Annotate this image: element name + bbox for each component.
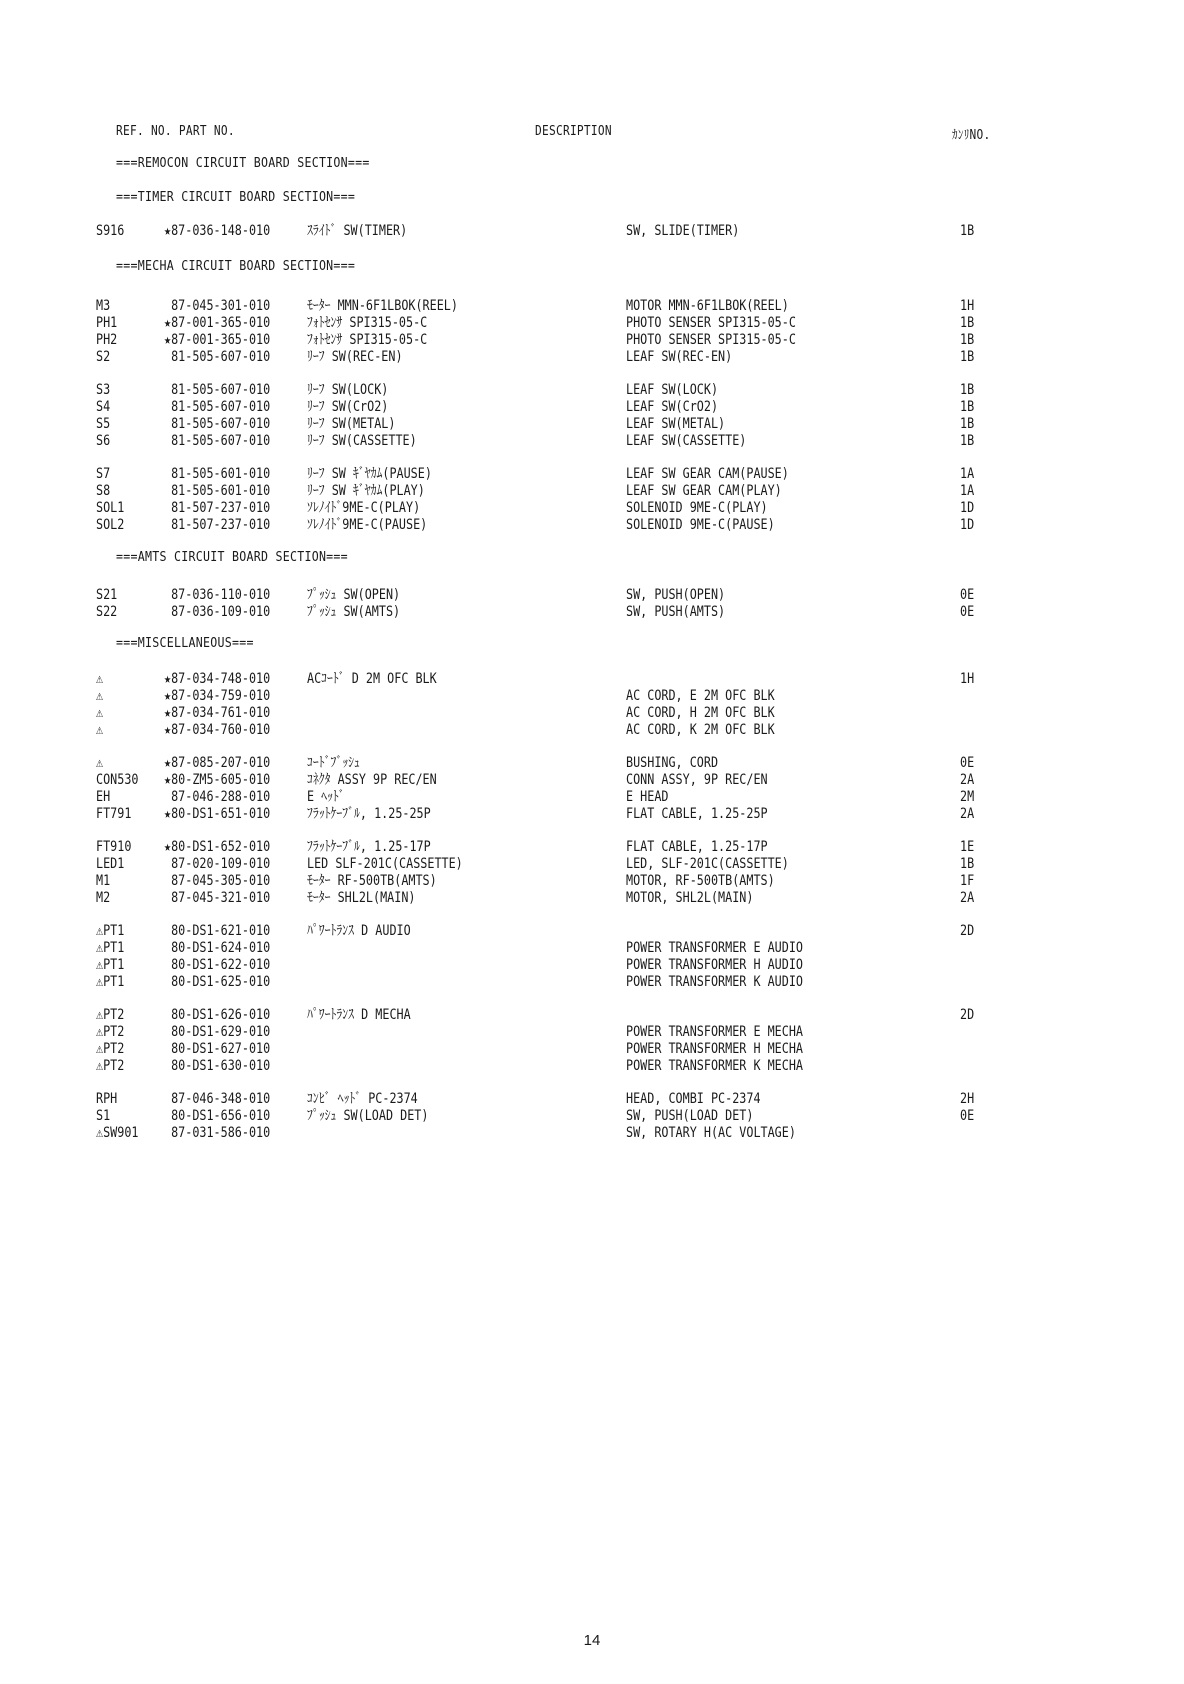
part-no: ★87-001-365-010	[164, 315, 271, 331]
table-row	[0, 974, 1184, 991]
location-code: 1D	[960, 500, 975, 516]
description: POWER TRANSFORMER H AUDIO	[626, 957, 804, 973]
section-title: ===MISCELLANEOUS===	[116, 635, 254, 651]
japanese-name: ﾌﾗｯﾄｹｰﾌﾞﾙ, 1.25-17P	[307, 839, 431, 855]
japanese-name: ﾓｰﾀｰ MMN-6F1LBOK(REEL)	[307, 298, 458, 314]
ref-no: M3	[96, 298, 111, 314]
description: MOTOR, SHL2L(MAIN)	[626, 890, 754, 906]
location-code: 0E	[960, 755, 975, 771]
part-no: 81-505-607-010	[164, 433, 271, 449]
table-row	[0, 722, 1184, 739]
japanese-name: ﾘｰﾌ SW ｷﾞﾔｶﾑ(PLAY)	[307, 483, 425, 499]
japanese-name: ACｺｰﾄﾞ D 2M OFC BLK	[307, 671, 437, 687]
ref-no: ⚠	[96, 755, 104, 771]
description: PHOTO SENSER SPI315-05-C	[626, 332, 796, 348]
description: FLAT CABLE, 1.25-17P	[626, 839, 768, 855]
part-no: ★87-085-207-010	[164, 755, 271, 771]
table-row	[0, 466, 1184, 483]
section-title: ===REMOCON CIRCUIT BOARD SECTION===	[116, 155, 370, 171]
table-row	[0, 483, 1184, 500]
ref-no: FT910	[96, 839, 132, 855]
part-no: 80-DS1-622-010	[164, 957, 271, 973]
description: LEAF SW(CASSETTE)	[626, 433, 747, 449]
table-row	[0, 705, 1184, 722]
part-no: 81-507-237-010	[164, 500, 271, 516]
part-no: ★87-001-365-010	[164, 332, 271, 348]
table-row	[0, 789, 1184, 806]
part-no: ★87-036-148-010	[164, 223, 271, 239]
description: AC CORD, K 2M OFC BLK	[626, 722, 775, 738]
part-no: 81-507-237-010	[164, 517, 271, 533]
japanese-name: ﾘｰﾌ SW(LOCK)	[307, 382, 389, 398]
part-no: 80-DS1-626-010	[164, 1007, 271, 1023]
table-row	[0, 890, 1184, 907]
japanese-name: ﾘｰﾌ SW ｷﾞﾔｶﾑ(PAUSE)	[307, 466, 432, 482]
column-header-ref-part: REF. NO. PART NO.	[116, 124, 235, 139]
location-code: 1B	[960, 416, 975, 432]
table-row	[0, 806, 1184, 823]
table-row	[0, 957, 1184, 974]
section-title: ===AMTS CIRCUIT BOARD SECTION===	[116, 549, 348, 565]
description: SW, PUSH(OPEN)	[626, 587, 726, 603]
ref-no: S7	[96, 466, 111, 482]
ref-no: RPH	[96, 1091, 118, 1107]
table-row	[0, 856, 1184, 873]
table-row	[0, 1108, 1184, 1125]
table-row	[0, 1125, 1184, 1142]
japanese-name: ｺﾈｸﾀ ASSY 9P REC/EN	[307, 772, 437, 788]
location-code: 1B	[960, 399, 975, 415]
japanese-name: ﾊﾟﾜｰﾄﾗﾝｽ D MECHA	[307, 1007, 411, 1023]
description: LED, SLF-201C(CASSETTE)	[626, 856, 789, 872]
part-no: 87-036-109-010	[164, 604, 271, 620]
description: MOTOR MMN-6F1LBOK(REEL)	[626, 298, 789, 314]
description: E HEAD	[626, 789, 669, 805]
section-title: ===MECHA CIRCUIT BOARD SECTION===	[116, 258, 356, 274]
ref-no: ⚠PT1	[96, 974, 125, 990]
japanese-name: ﾘｰﾌ SW(CrO2)	[307, 399, 389, 415]
table-row	[0, 688, 1184, 705]
description: SOLENOID 9ME-C(PLAY)	[626, 500, 768, 516]
location-code: 2H	[960, 1091, 975, 1107]
ref-no: S21	[96, 587, 118, 603]
part-no: 87-020-109-010	[164, 856, 271, 872]
ref-no: ⚠PT1	[96, 940, 125, 956]
ref-no: ⚠PT1	[96, 957, 125, 973]
description: PHOTO SENSER SPI315-05-C	[626, 315, 796, 331]
column-header-description: DESCRIPTION	[535, 124, 612, 139]
ref-no: PH1	[96, 315, 118, 331]
location-code: 1A	[960, 483, 975, 499]
table-row	[0, 382, 1184, 399]
location-code: 1B	[960, 332, 975, 348]
ref-no: FT791	[96, 806, 132, 822]
ref-no: ⚠SW901	[96, 1125, 139, 1141]
ref-no: ⚠	[96, 705, 104, 721]
part-no: 87-045-301-010	[164, 298, 271, 314]
table-row	[0, 940, 1184, 957]
japanese-name: ﾌｫﾄｾﾝｻ SPI315-05-C	[307, 332, 428, 348]
part-no: 80-DS1-625-010	[164, 974, 271, 990]
table-row	[0, 315, 1184, 332]
description: POWER TRANSFORMER H MECHA	[626, 1041, 804, 1057]
location-code: 1B	[960, 433, 975, 449]
location-code: 1E	[960, 839, 975, 855]
japanese-name: ｿﾚﾉｲﾄﾞ9ME-C(PAUSE)	[307, 517, 428, 533]
location-code: 1D	[960, 517, 975, 533]
japanese-name: ｺｰﾄﾞﾌﾞｯｼｭ	[307, 755, 360, 771]
japanese-name: ﾘｰﾌ SW(REC-EN)	[307, 349, 403, 365]
ref-no: ⚠	[96, 688, 104, 704]
description: POWER TRANSFORMER E AUDIO	[626, 940, 804, 956]
ref-no: ⚠PT2	[96, 1058, 125, 1074]
ref-no: SOL2	[96, 517, 125, 533]
location-code: 1B	[960, 382, 975, 398]
description: MOTOR, RF-500TB(AMTS)	[626, 873, 775, 889]
location-code: 1B	[960, 315, 975, 331]
japanese-name: ﾓｰﾀｰ SHL2L(MAIN)	[307, 890, 416, 906]
ref-no: S3	[96, 382, 111, 398]
japanese-name: ﾊﾟﾜｰﾄﾗﾝｽ D AUDIO	[307, 923, 411, 939]
table-row	[0, 349, 1184, 366]
part-no: ★80-ZM5-605-010	[164, 772, 271, 788]
description: FLAT CABLE, 1.25-25P	[626, 806, 768, 822]
part-no: 87-045-305-010	[164, 873, 271, 889]
description: SW, PUSH(LOAD DET)	[626, 1108, 754, 1124]
part-no: 81-505-607-010	[164, 399, 271, 415]
column-header-location: ｶﾝﾘNO.	[952, 128, 991, 143]
ref-no: S6	[96, 433, 111, 449]
location-code: 1H	[960, 298, 975, 314]
table-row	[0, 772, 1184, 789]
japanese-name: ﾘｰﾌ SW(CASSETTE)	[307, 433, 417, 449]
description: CONN ASSY, 9P REC/EN	[626, 772, 768, 788]
table-row	[0, 923, 1184, 940]
japanese-name: LED SLF-201C(CASSETTE)	[307, 856, 463, 872]
japanese-name: ﾌﾟｯｼｭ SW(AMTS)	[307, 604, 401, 620]
ref-no: M1	[96, 873, 111, 889]
ref-no: ⚠PT2	[96, 1024, 125, 1040]
table-row	[0, 1041, 1184, 1058]
part-no: ★87-034-760-010	[164, 722, 271, 738]
table-row	[0, 755, 1184, 772]
part-no: 81-505-601-010	[164, 466, 271, 482]
location-code: 1B	[960, 349, 975, 365]
japanese-name: ｺﾝﾋﾞ ﾍｯﾄﾞ PC-2374	[307, 1091, 418, 1107]
part-no: 80-DS1-624-010	[164, 940, 271, 956]
part-no: ★87-034-759-010	[164, 688, 271, 704]
part-no: 81-505-607-010	[164, 382, 271, 398]
table-row	[0, 399, 1184, 416]
location-code: 1B	[960, 856, 975, 872]
part-no: 81-505-607-010	[164, 416, 271, 432]
description: POWER TRANSFORMER E MECHA	[626, 1024, 804, 1040]
japanese-name: ﾌｫﾄｾﾝｻ SPI315-05-C	[307, 315, 428, 331]
table-row	[0, 1007, 1184, 1024]
description: SW, PUSH(AMTS)	[626, 604, 726, 620]
location-code: 2D	[960, 923, 975, 939]
part-no: 87-031-586-010	[164, 1125, 271, 1141]
ref-no: S2	[96, 349, 111, 365]
table-row	[0, 873, 1184, 890]
location-code: 2M	[960, 789, 975, 805]
page-number: 14	[583, 1632, 601, 1649]
ref-no: S5	[96, 416, 111, 432]
table-row	[0, 1058, 1184, 1075]
description: LEAF SW(LOCK)	[626, 382, 719, 398]
ref-no: SOL1	[96, 500, 125, 516]
description: POWER TRANSFORMER K MECHA	[626, 1058, 804, 1074]
part-no: 80-DS1-629-010	[164, 1024, 271, 1040]
part-no: ★87-034-761-010	[164, 705, 271, 721]
location-code: 0E	[960, 587, 975, 603]
part-no: 81-505-601-010	[164, 483, 271, 499]
ref-no: ⚠	[96, 722, 104, 738]
location-code: 1A	[960, 466, 975, 482]
part-no: 80-DS1-627-010	[164, 1041, 271, 1057]
table-row	[0, 223, 1184, 240]
description: AC CORD, E 2M OFC BLK	[626, 688, 775, 704]
section-title: ===TIMER CIRCUIT BOARD SECTION===	[116, 189, 356, 205]
japanese-name: ﾌﾗｯﾄｹｰﾌﾞﾙ, 1.25-25P	[307, 806, 431, 822]
part-no: ★80-DS1-652-010	[164, 839, 271, 855]
location-code: 2A	[960, 772, 975, 788]
japanese-name: ｽﾗｲﾄﾞ SW(TIMER)	[307, 223, 408, 239]
ref-no: S1	[96, 1108, 111, 1124]
location-code: 1F	[960, 873, 975, 889]
table-row	[0, 587, 1184, 604]
ref-no: LED1	[96, 856, 125, 872]
table-row	[0, 298, 1184, 315]
japanese-name: ﾘｰﾌ SW(METAL)	[307, 416, 396, 432]
table-row	[0, 1091, 1184, 1108]
table-row	[0, 433, 1184, 450]
description: LEAF SW(METAL)	[626, 416, 726, 432]
ref-no: ⚠PT2	[96, 1007, 125, 1023]
part-no: 87-045-321-010	[164, 890, 271, 906]
description: LEAF SW(REC-EN)	[626, 349, 733, 365]
description: LEAF SW GEAR CAM(PLAY)	[626, 483, 782, 499]
part-no: 80-DS1-656-010	[164, 1108, 271, 1124]
part-no: 87-046-288-010	[164, 789, 271, 805]
location-code: 1B	[960, 223, 975, 239]
ref-no: EH	[96, 789, 111, 805]
description: SOLENOID 9ME-C(PAUSE)	[626, 517, 775, 533]
table-row	[0, 604, 1184, 621]
ref-no: S916	[96, 223, 125, 239]
table-row	[0, 500, 1184, 517]
description: SW, SLIDE(TIMER)	[626, 223, 740, 239]
part-no: 81-505-607-010	[164, 349, 271, 365]
ref-no: ⚠	[96, 671, 104, 687]
japanese-name: ﾌﾟｯｼｭ SW(LOAD DET)	[307, 1108, 429, 1124]
location-code: 0E	[960, 1108, 975, 1124]
table-row	[0, 839, 1184, 856]
japanese-name: ｿﾚﾉｲﾄﾞ9ME-C(PLAY)	[307, 500, 421, 516]
description: SW, ROTARY H(AC VOLTAGE)	[626, 1125, 796, 1141]
table-row	[0, 517, 1184, 534]
description: HEAD, COMBI PC-2374	[626, 1091, 761, 1107]
description: POWER TRANSFORMER K AUDIO	[626, 974, 804, 990]
japanese-name: ﾌﾟｯｼｭ SW(OPEN)	[307, 587, 401, 603]
part-no: ★80-DS1-651-010	[164, 806, 271, 822]
ref-no: ⚠PT1	[96, 923, 125, 939]
ref-no: S22	[96, 604, 118, 620]
ref-no: PH2	[96, 332, 118, 348]
ref-no: S4	[96, 399, 111, 415]
part-no: 87-036-110-010	[164, 587, 271, 603]
part-no: 87-046-348-010	[164, 1091, 271, 1107]
part-no: ★87-034-748-010	[164, 671, 271, 687]
japanese-name: ﾓｰﾀｰ RF-500TB(AMTS)	[307, 873, 437, 889]
ref-no: ⚠PT2	[96, 1041, 125, 1057]
location-code: 2A	[960, 806, 975, 822]
location-code: 2A	[960, 890, 975, 906]
ref-no: M2	[96, 890, 111, 906]
table-row	[0, 332, 1184, 349]
ref-no: S8	[96, 483, 111, 499]
part-no: 80-DS1-630-010	[164, 1058, 271, 1074]
location-code: 0E	[960, 604, 975, 620]
location-code: 2D	[960, 1007, 975, 1023]
table-row	[0, 416, 1184, 433]
description: BUSHING, CORD	[626, 755, 719, 771]
table-row	[0, 671, 1184, 688]
japanese-name: E ﾍｯﾄﾞ	[307, 789, 345, 805]
description: LEAF SW(CrO2)	[626, 399, 719, 415]
description: LEAF SW GEAR CAM(PAUSE)	[626, 466, 789, 482]
part-no: 80-DS1-621-010	[164, 923, 271, 939]
ref-no: CON530	[96, 772, 139, 788]
table-row	[0, 1024, 1184, 1041]
description: AC CORD, H 2M OFC BLK	[626, 705, 775, 721]
location-code: 1H	[960, 671, 975, 687]
